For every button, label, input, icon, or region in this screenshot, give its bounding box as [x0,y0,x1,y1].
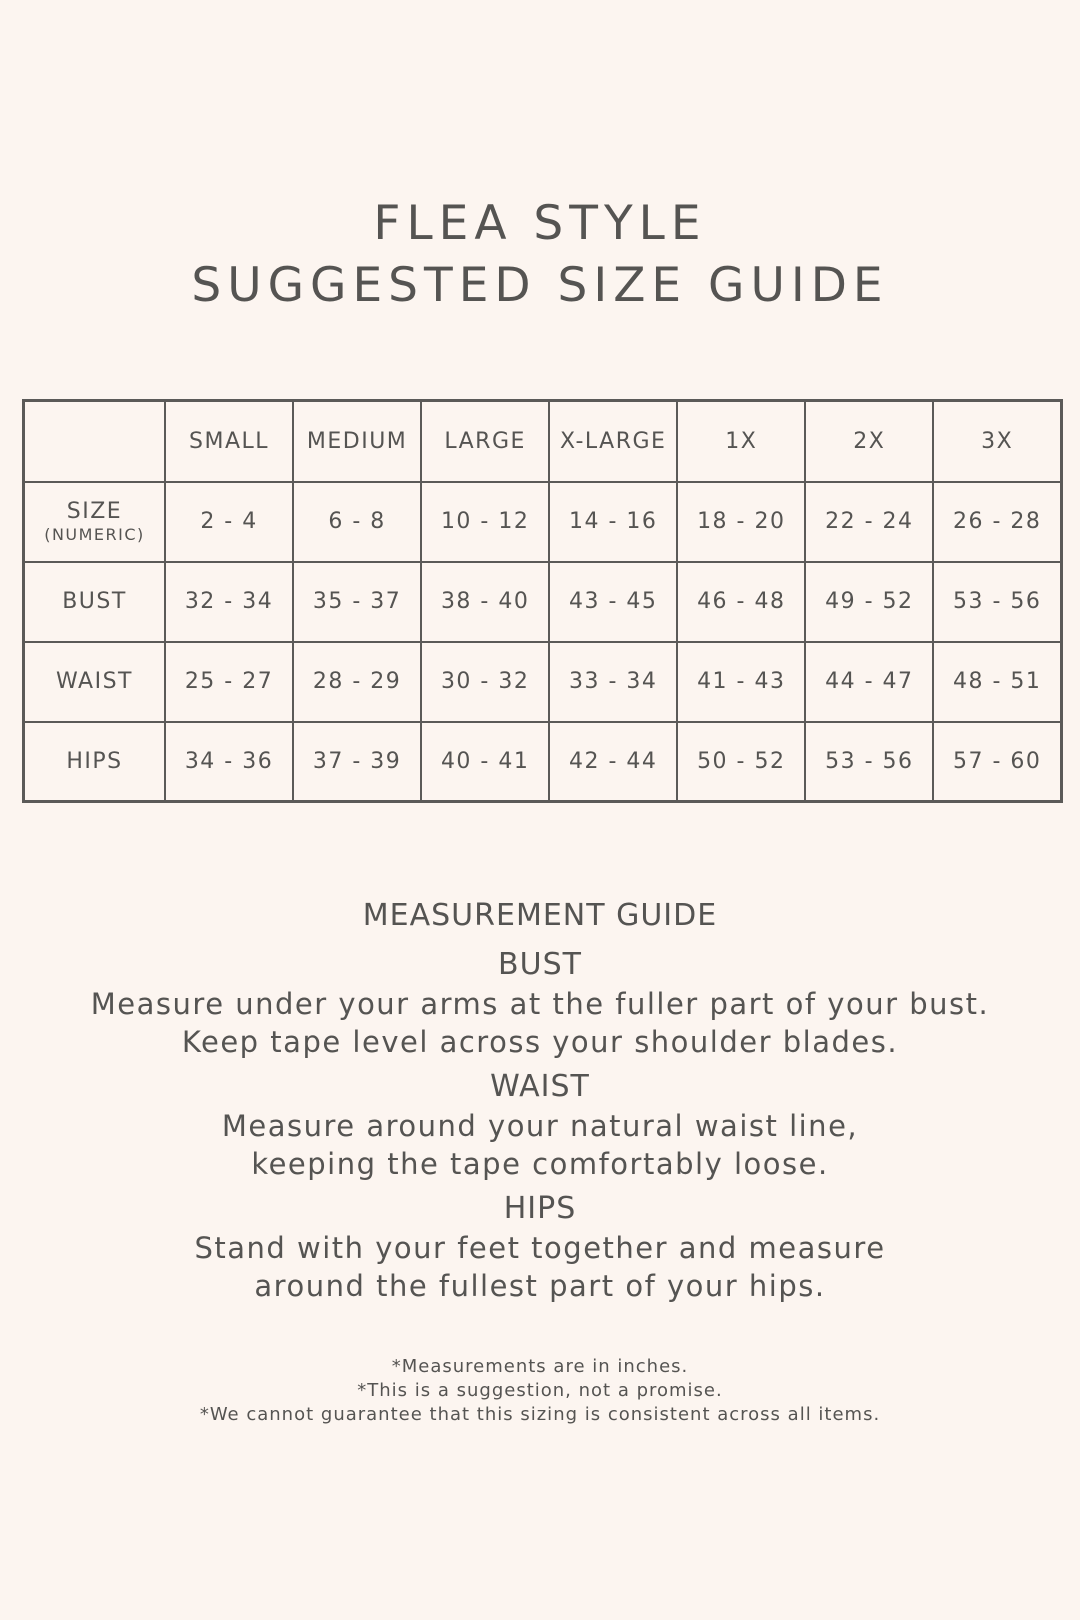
hips-instruction-line: Stand with your feet together and measure [194,1231,886,1265]
bust-instruction-line: Measure under your arms at the fuller part of your bust. [90,987,990,1021]
bust-instruction-line: Keep tape level across your shoulder blades. [181,1025,899,1059]
table-cell: 33 - 34 [549,642,677,722]
table-cell: 41 - 43 [677,642,805,722]
row-label-text: SIZE [66,498,123,524]
measurement-guide [0,893,1080,1305]
size-chart-table [22,399,1063,803]
table-cell: 35 - 37 [293,562,421,642]
table-cell: 34 - 36 [165,722,293,802]
table-cell: 38 - 40 [421,562,549,642]
table-row [24,642,1062,722]
waist-heading: WAIST [490,1069,590,1104]
row-label-hips: HIPS [24,722,166,802]
header-cell-large: LARGE [421,401,549,482]
table-cell: 25 - 27 [165,642,293,722]
table-cell: 18 - 20 [677,482,805,562]
table-row [24,562,1062,642]
footnote: *This is a suggestion, not a promise. [357,1380,723,1401]
guide-title: SUGGESTED SIZE GUIDE [191,258,889,313]
footnote: *Measurements are in inches. [391,1356,689,1377]
table-cell: 10 - 12 [421,482,549,562]
footnotes [0,1355,1080,1427]
table-row [24,482,1062,562]
table-cell: 44 - 47 [805,642,933,722]
table-cell: 22 - 24 [805,482,933,562]
bust-heading: BUST [498,947,582,982]
header-cell-empty [24,401,166,482]
table-cell: 6 - 8 [293,482,421,562]
table-cell: 53 - 56 [805,722,933,802]
hips-instruction-line: around the fullest part of your hips. [254,1269,826,1303]
footnote: *We cannot guarantee that this sizing is consistent across all items. [199,1404,881,1425]
header-cell-small: SMALL [165,401,293,482]
table-cell: 28 - 29 [293,642,421,722]
header-cell-2x: 2X [805,401,933,482]
brand-title: FLEA STYLE [373,196,707,251]
table-cell: 46 - 48 [677,562,805,642]
header-cell-x-large: X-LARGE [549,401,677,482]
measurement-guide-title: MEASUREMENT GUIDE [362,898,718,933]
table-cell: 49 - 52 [805,562,933,642]
table-header-row [24,401,1062,482]
table-cell: 32 - 34 [165,562,293,642]
table-cell: 30 - 32 [421,642,549,722]
waist-instruction-line: Measure around your natural waist line, [221,1109,859,1143]
header-cell-medium: MEDIUM [293,401,421,482]
header-cell-3x: 3X [933,401,1061,482]
table-cell: 57 - 60 [933,722,1061,802]
table-cell: 43 - 45 [549,562,677,642]
table-cell: 26 - 28 [933,482,1061,562]
table-cell: 2 - 4 [165,482,293,562]
hips-heading: HIPS [503,1191,577,1226]
row-label-waist: WAIST [24,642,166,722]
table-cell: 48 - 51 [933,642,1061,722]
table-row [24,722,1062,802]
table-cell: 40 - 41 [421,722,549,802]
table-cell: 14 - 16 [549,482,677,562]
table-cell: 42 - 44 [549,722,677,802]
row-label-bust: BUST [24,562,166,642]
waist-instruction-line: keeping the tape comfortably loose. [251,1147,829,1181]
row-label-size [24,482,166,562]
header-cell-1x: 1X [677,401,805,482]
row-sublabel-text: (NUMERIC) [44,524,145,544]
table-cell: 53 - 56 [933,562,1061,642]
table-cell: 50 - 52 [677,722,805,802]
page-title [0,193,1080,317]
table-cell: 37 - 39 [293,722,421,802]
